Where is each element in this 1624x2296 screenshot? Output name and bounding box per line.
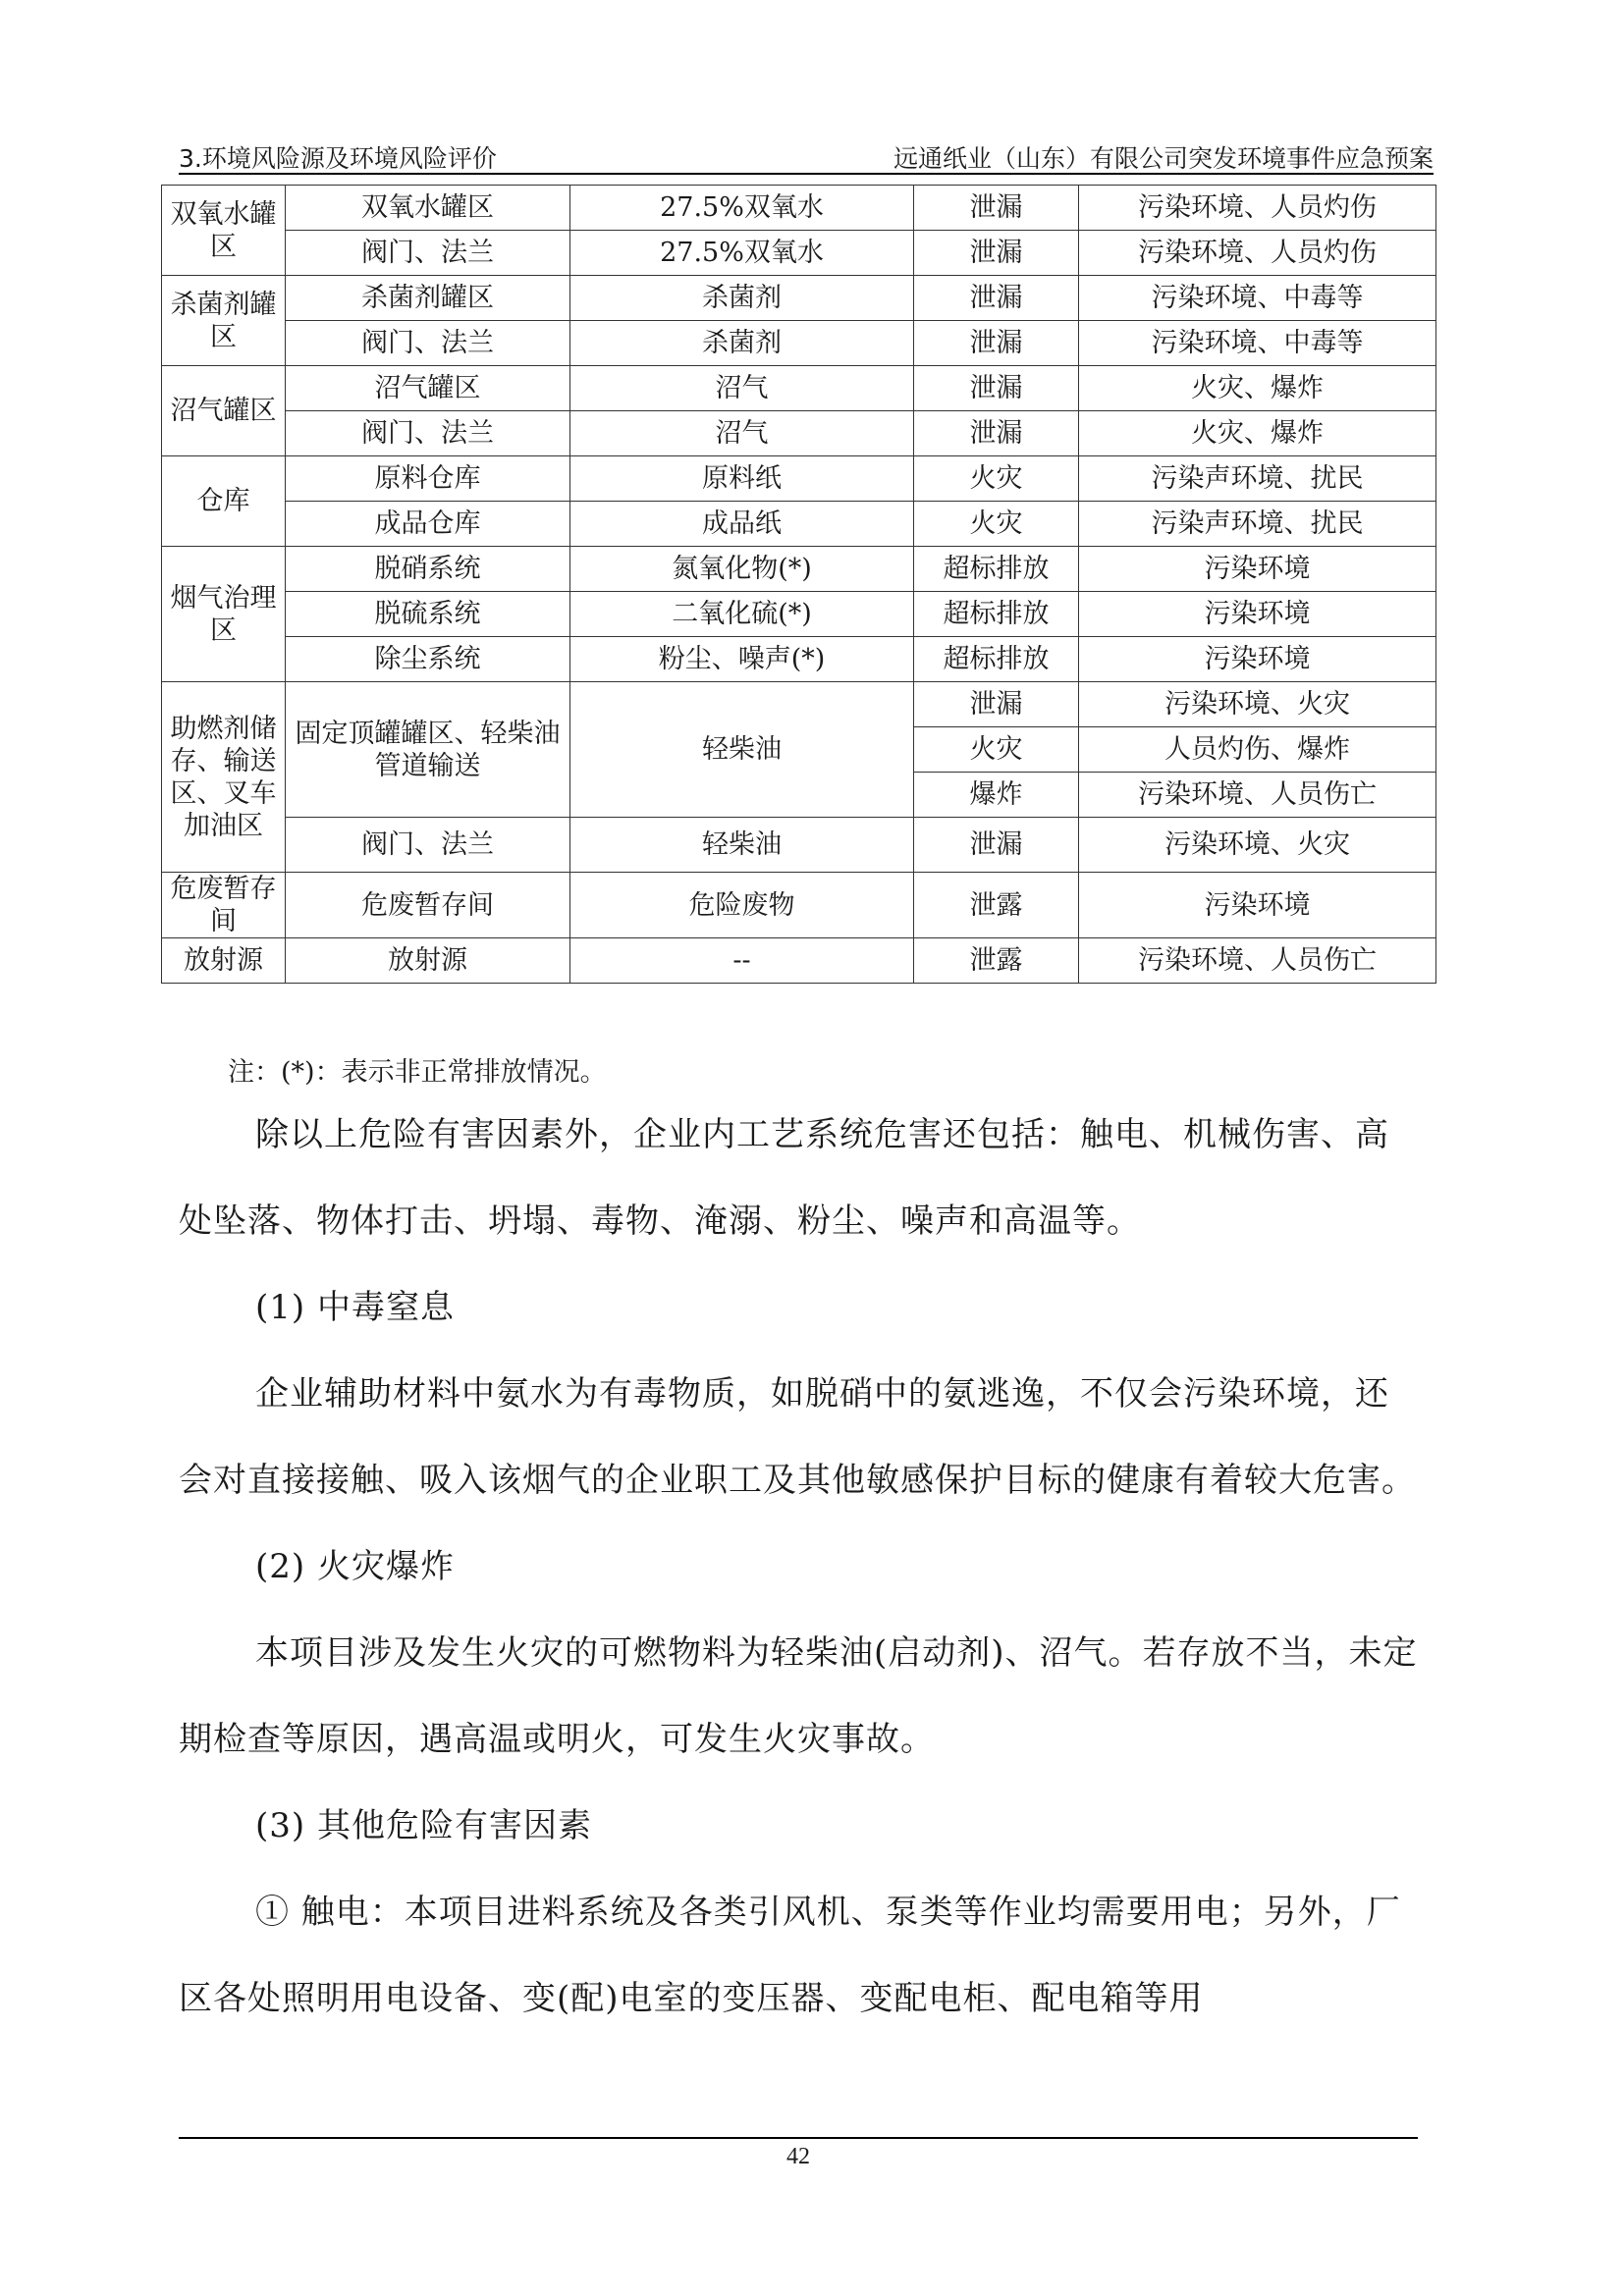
substance-cell: 杀菌剂	[570, 276, 914, 321]
unit-cell: 阀门、法兰	[286, 411, 570, 456]
accident-type-cell: 泄漏	[914, 366, 1079, 411]
paragraph: 本项目涉及发生火灾的可燃物料为轻柴油(启动剂)、沼气。若存放不当，未定期检查等原因，遇高温或明火，可发生火灾事故。	[179, 1633, 1418, 1759]
accident-type-cell: 超标排放	[914, 547, 1079, 592]
accident-type-cell: 泄露	[914, 938, 1079, 984]
accident-type-cell: 泄漏	[914, 818, 1079, 873]
page-number: 42	[786, 2144, 810, 2169]
accident-type-cell: 泄漏	[914, 682, 1079, 727]
consequence-cell: 污染环境、人员灼伤	[1079, 186, 1436, 231]
accident-type-cell: 泄漏	[914, 231, 1079, 276]
substance-cell: 27.5%双氧水	[570, 231, 914, 276]
accident-type-cell: 超标排放	[914, 637, 1079, 682]
accident-type-cell: 泄露	[914, 873, 1079, 938]
table-row	[162, 637, 1436, 682]
consequence-cell: 污染环境、人员伤亡	[1079, 938, 1436, 984]
accident-type-cell: 超标排放	[914, 592, 1079, 637]
table-note: 注：(*)：表示非正常排放情况。	[228, 1057, 607, 1088]
unit-cell: 阀门、法兰	[286, 231, 570, 276]
accident-type-cell: 泄漏	[914, 411, 1079, 456]
paragraph: 企业辅助材料中氨水为有毒物质，如脱硝中的氨逃逸，不仅会污染环境，还会对直接接触、吸入该烟气的企业职工及其他敏感保护目标的健康有着较大危害。	[179, 1374, 1416, 1500]
paragraph: ① 触电：本项目进料系统及各类引风机、泵类等作业均需要用电；另外，厂区各处照明用电设备、变(配)电室的变压器、变配电柜、配电箱等用	[179, 1893, 1401, 2018]
consequence-cell: 污染声环境、扰民	[1079, 502, 1436, 547]
unit-cell: 沼气罐区	[286, 366, 570, 411]
substance-cell: 粉尘、噪声(*)	[570, 637, 914, 682]
unit-cell: 阀门、法兰	[286, 818, 570, 873]
unit-cell: 放射源	[286, 938, 570, 984]
substance-cell: 危险废物	[570, 873, 914, 938]
table-row	[162, 321, 1436, 366]
substance-cell: 轻柴油	[570, 818, 914, 873]
substance-cell: 成品纸	[570, 502, 914, 547]
table-row	[162, 818, 1436, 873]
footer-rule	[179, 2137, 1418, 2139]
table-row	[162, 276, 1436, 321]
paragraph: 除以上危险有害因素外，企业内工艺系统危害还包括：触电、机械伤害、高处坠落、物体打击、坍塌、毒物、淹溺、粉尘、噪声和高温等。	[179, 1115, 1389, 1241]
consequence-cell: 污染环境、人员伤亡	[1079, 773, 1436, 818]
consequence-cell: 人员灼伤、爆炸	[1079, 727, 1436, 773]
table-row	[162, 231, 1436, 276]
accident-type-cell: 爆炸	[914, 773, 1079, 818]
substance-cell: 氮氧化物(*)	[570, 547, 914, 592]
area-cell: 烟气治理区	[162, 547, 286, 682]
substance-cell: 轻柴油	[570, 682, 914, 818]
consequence-cell: 污染环境、中毒等	[1079, 321, 1436, 366]
consequence-cell: 污染环境、火灾	[1079, 818, 1436, 873]
accident-type-cell: 泄漏	[914, 186, 1079, 231]
area-cell: 沼气罐区	[162, 366, 286, 456]
unit-cell: 脱硫系统	[286, 592, 570, 637]
substance-cell: 原料纸	[570, 456, 914, 502]
table-row	[162, 456, 1436, 502]
substance-cell: 沼气	[570, 366, 914, 411]
risk-source-table	[161, 185, 1436, 984]
table-row	[162, 366, 1436, 411]
consequence-cell: 污染环境	[1079, 592, 1436, 637]
accident-type-cell: 泄漏	[914, 321, 1079, 366]
header-document-title: 远通纸业（山东）有限公司突发环境事件应急预案	[893, 144, 1434, 173]
substance-cell: 杀菌剂	[570, 321, 914, 366]
consequence-cell: 污染声环境、扰民	[1079, 456, 1436, 502]
section-heading: (2) 火灾爆炸	[255, 1547, 455, 1586]
unit-cell: 成品仓库	[286, 502, 570, 547]
area-cell: 助燃剂储存、输送区、叉车加油区	[162, 682, 286, 873]
consequence-cell: 污染环境	[1079, 547, 1436, 592]
table-row	[162, 186, 1436, 231]
unit-cell: 脱硝系统	[286, 547, 570, 592]
accident-type-cell: 火灾	[914, 502, 1079, 547]
table-row	[162, 682, 1436, 727]
section-heading: (1) 中毒窒息	[255, 1288, 455, 1327]
accident-type-cell: 火灾	[914, 456, 1079, 502]
area-cell: 杀菌剂罐区	[162, 276, 286, 366]
unit-cell: 阀门、法兰	[286, 321, 570, 366]
accident-type-cell: 泄漏	[914, 276, 1079, 321]
area-cell: 放射源	[162, 938, 286, 984]
page-header	[179, 137, 1434, 175]
consequence-cell: 污染环境	[1079, 873, 1436, 938]
unit-cell: 除尘系统	[286, 637, 570, 682]
table-row	[162, 592, 1436, 637]
consequence-cell: 污染环境、中毒等	[1079, 276, 1436, 321]
unit-cell: 原料仓库	[286, 456, 570, 502]
table-row	[162, 547, 1436, 592]
body-text	[179, 1092, 1418, 2042]
header-section-title: 3.环境风险源及环境风险评价	[179, 144, 497, 173]
consequence-cell: 污染环境	[1079, 637, 1436, 682]
section-heading: (3) 其他危险有害因素	[255, 1806, 592, 1845]
area-cell: 危废暂存间	[162, 873, 286, 938]
consequence-cell: 污染环境、火灾	[1079, 682, 1436, 727]
table-row	[162, 502, 1436, 547]
table-row	[162, 873, 1436, 938]
consequence-cell: 污染环境、人员灼伤	[1079, 231, 1436, 276]
unit-cell: 杀菌剂罐区	[286, 276, 570, 321]
table-row	[162, 938, 1436, 984]
unit-cell: 固定顶罐罐区、轻柴油管道输送	[286, 682, 570, 818]
substance-cell: 沼气	[570, 411, 914, 456]
consequence-cell: 火灾、爆炸	[1079, 411, 1436, 456]
unit-cell: 双氧水罐区	[286, 186, 570, 231]
substance-cell: --	[570, 938, 914, 984]
unit-cell: 危废暂存间	[286, 873, 570, 938]
consequence-cell: 火灾、爆炸	[1079, 366, 1436, 411]
table-row	[162, 411, 1436, 456]
substance-cell: 27.5%双氧水	[570, 186, 914, 231]
area-cell: 双氧水罐区	[162, 186, 286, 276]
accident-type-cell: 火灾	[914, 727, 1079, 773]
area-cell: 仓库	[162, 456, 286, 547]
substance-cell: 二氧化硫(*)	[570, 592, 914, 637]
